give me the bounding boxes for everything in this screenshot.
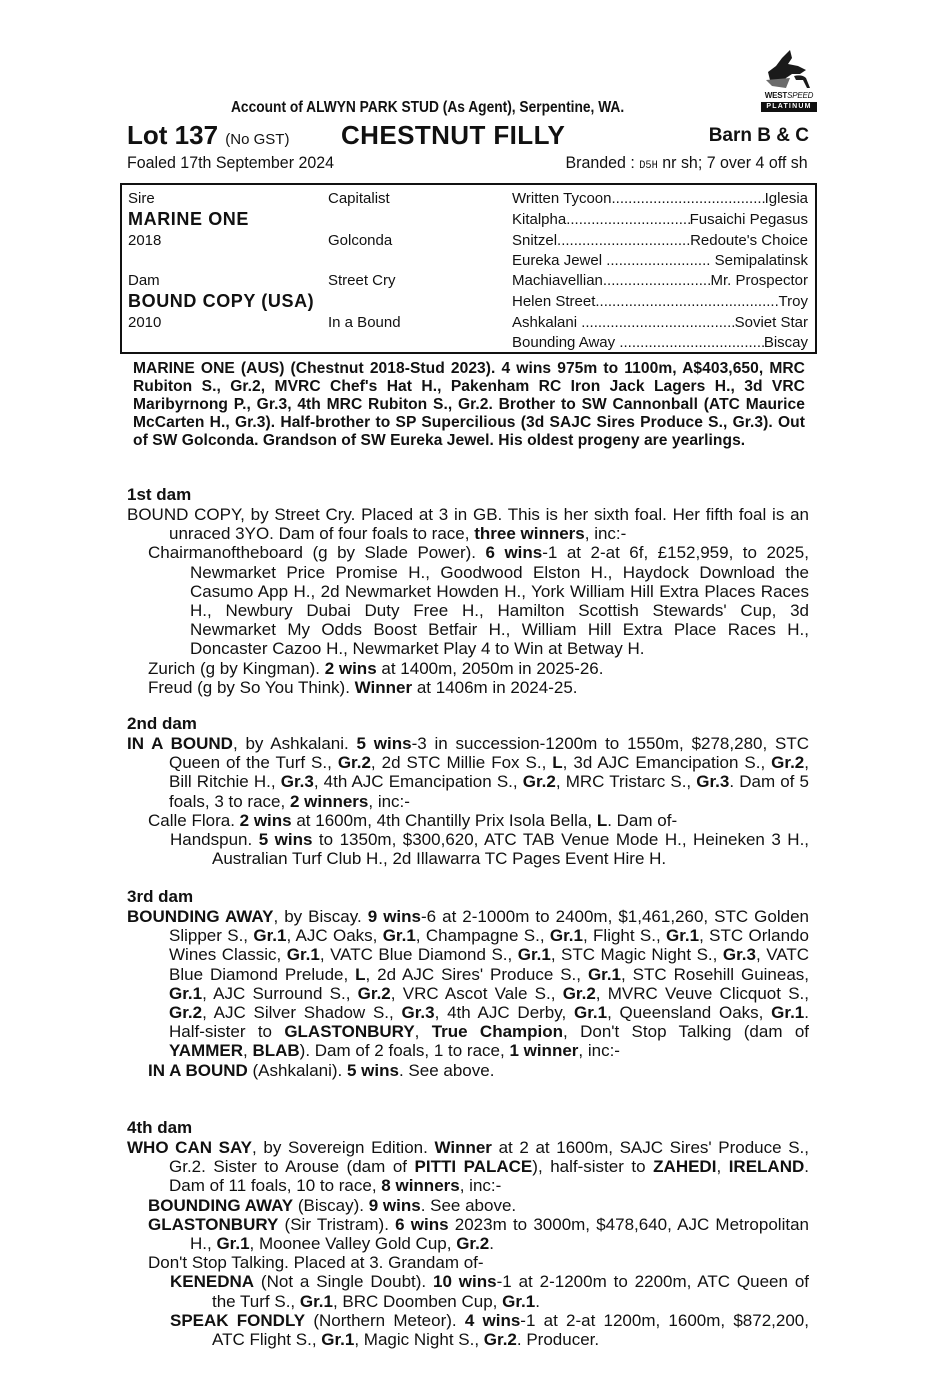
sire-year: 2018 — [128, 232, 162, 249]
second-dam-section — [127, 714, 809, 868]
westspeed-platinum-logo — [760, 48, 818, 116]
sire-label: Sire — [128, 190, 155, 207]
brand-description: Branded : D5H nr sh; 7 over 4 off sh — [565, 153, 808, 172]
sire-sire: Capitalist — [328, 190, 390, 207]
pedigree-table — [120, 183, 817, 354]
dam-dam: In a Bound — [328, 314, 401, 331]
dam-sire: Street Cry — [328, 272, 396, 289]
progeny-entry: Zurich (g by Kingman). 2 wins at 1400m, 2050m in 2025-26. — [148, 658, 604, 678]
dam-description: BOUND COPY, by Street Cry. Placed at 3 in GB. This is her sixth foal. Her fifth foal is an unraced 3YO. Dam of four foals to race, three winners, inc:- — [127, 505, 809, 544]
gst-note: (No GST) — [225, 131, 290, 148]
progeny-entry: Calle Flora. 2 wins at 1600m, 4th Chantilly Prix Isola Bella, L. Dam of- — [148, 810, 678, 830]
progeny-entry: Don't Stop Talking. Placed at 3. Grandam of- — [148, 1253, 484, 1273]
ancestor-row: Bounding Away ..... Biscay — [512, 334, 808, 351]
sire-summary: MARINE ONE (AUS) (Chestnut 2018-Stud 2023). 4 wins 975m to 1100m, A$403,650, MRC Rubiton S., Gr.2, MVRC Chef's Hat H., Pakenham RC Iron Jack Lagers H., 3d VRC Maribyrnong P., Gr.3, 4th MRC Rubiton S., Gr.2. Brother to SW Cannonball (ATC Maurice McCarten H., Gr.3). Half-brother to SP Supercilious (3d SAJC Sires Produce S., Gr.3). Out of SW Golconda. Grandson of SW Eureka Jewel. His oldest progeny are yearlings. — [133, 360, 805, 449]
barn-location: Barn B & C — [708, 125, 809, 146]
section-heading: 4th dam — [127, 1118, 193, 1137]
ancestor-row: Kitalpha ..... Fusaichi Pegasus — [512, 211, 808, 228]
ancestor-row: Machiavellian ..... Mr. Prospector — [512, 272, 808, 289]
horse-description: CHESTNUT FILLY — [341, 120, 566, 150]
sire-dam: Golconda — [328, 232, 393, 249]
dam-description: WHO CAN SAY, by Sovereign Edition. Winner at 2 at 1600m, SAJC Sires' Produce S., Gr.2. Sister to Arouse (dam of PITTI PALACE), half-sister to ZAHEDI, IRELAND. Dam of 11 foals, 10 to race, 8 winners, inc:- — [127, 1138, 809, 1196]
vendor-account: Account of ALWYN PARK STUD (As Agent), Serpentine, WA. — [231, 99, 625, 116]
fourth-dam-section — [127, 1118, 809, 1349]
lot-number: Lot 137 (No GST) — [127, 120, 290, 150]
section-heading: 1st dam — [127, 485, 192, 504]
ancestor-row: Snitzel ..... Redoute's Choice — [512, 232, 808, 249]
grandprogeny-entry: SPEAK FONDLY (Northern Meteor). 4 wins-1 at 2-at 1200m, 1600m, $872,200, ATC Flight S., Gr.1, Magic Night S., Gr.2. Producer. — [170, 1310, 809, 1350]
progeny-entry: BOUNDING AWAY (Biscay). 9 wins. See above. — [148, 1195, 517, 1215]
progeny-entry: GLASTONBURY (Sir Tristram). 6 wins 2023m to 3000m, $478,640, AJC Metropolitan H., Gr.1, Moonee Valley Gold Cup, Gr.2. — [148, 1214, 809, 1254]
progeny-entry: IN A BOUND (Ashkalani). 5 wins. See above. — [148, 1060, 495, 1080]
third-dam-section — [127, 887, 809, 1080]
progeny-entry: Freud (g by So You Think). Winner at 1406m in 2024-25. — [148, 677, 578, 697]
progeny-entry: Chairmanoftheboard (g by Slade Power). 6 wins-1 at 2-at 6f, £152,959, to 2025, Newmarket Price Promise H., Goodwood Elston H., Haydock Download the Casumo App H., 2d Newmarket Howden H., York William Hill Extra Places Races H., Newbury Dubai Duty Free H., Hamilton Scottish Stewards' Cup, 3d Newmarket My Odds Boost Betfair H., William Hill Extra Place Races H., Doncaster Cazoo H., Newmarket Play 4 to Win at Betway H. — [148, 543, 809, 659]
ancestor-row: Ashkalani ..... Soviet Star — [512, 314, 808, 331]
ancestor-row: Eureka Jewel ..... Semipalatinsk — [512, 252, 808, 269]
grandprogeny-entry: Handspun. 5 wins to 1350m, $300,620, ATC TAB Venue Mode H., Heineken 3 H., Australian Turf Club H., 2d Illawarra TC Pages Event Hire H. — [170, 830, 810, 869]
foaled-date: Foaled 17th September 2024 — [127, 153, 335, 172]
ancestor-row: Helen Street ..... Troy — [512, 293, 808, 310]
brand-mark: D5H — [639, 160, 659, 172]
dam-year: 2010 — [128, 314, 162, 331]
horse-silhouette-icon — [760, 48, 818, 92]
logo-wordmark: WESTSPEED — [764, 91, 814, 100]
dam-description: BOUNDING AWAY, by Biscay. 9 wins-6 at 2-1000m to 2400m, $1,461,260, STC Golden Slipper S., Gr.1, AJC Oaks, Gr.1, Champagne S., Gr.1, Flight S., Gr.1, STC Orlando Wines Classic, Gr.1, VATC Blue Diamond S., Gr.1, STC Magic Night S., Gr.3, VATC Blue Diamond Prelude, L, 2d AJC Sires' Produce S., Gr.1, STC Rosehill Guineas, Gr.1, AJC Surround S., Gr.2, VRC Ascot Vale S., Gr.2, MVRC Veuve Clicquot S., Gr.2, AJC Silver Shadow S., Gr.3, 4th AJC Derby, Gr.1, Queensland Oaks, Gr.1. Half-sister to GLASTONBURY, True Champion, Don't Stop Talking (dam of YAMMER, BLAB). Dam of 2 foals, 1 to race, 1 winner, inc:- — [127, 907, 810, 1061]
grandprogeny-entry: KENEDNA (Not a Single Doubt). 10 wins-1 at 2-1200m to 2200m, ATC Queen of the Turf S., Gr.1, BRC Doomben Cup, Gr.1. — [170, 1272, 809, 1311]
sire-name: MARINE ONE — [128, 209, 250, 229]
dam-description: IN A BOUND, by Ashkalani. 5 wins-3 in succession-1200m to 1550m, $278,280, STC Queen of the Turf S., Gr.2, 2d STC Millie Fox S., L, 3d AJC Emancipation S., Gr.2, Bill Ritchie H., Gr.3, 4th AJC Emancipation S., Gr.2, MRC Tristarc S., Gr.3. Dam of 5 foals, 3 to race, 2 winners, inc:- — [127, 734, 810, 811]
dam-label: Dam — [128, 272, 160, 289]
section-heading: 3rd dam — [127, 887, 194, 906]
lot-header — [127, 120, 809, 152]
first-dam-section — [127, 485, 809, 697]
ancestor-row: Written Tycoon ..... Iglesia — [512, 190, 808, 207]
section-heading: 2nd dam — [127, 714, 197, 733]
dam-name: BOUND COPY (USA) — [128, 291, 315, 311]
logo-badge: PLATINUM — [761, 102, 817, 112]
